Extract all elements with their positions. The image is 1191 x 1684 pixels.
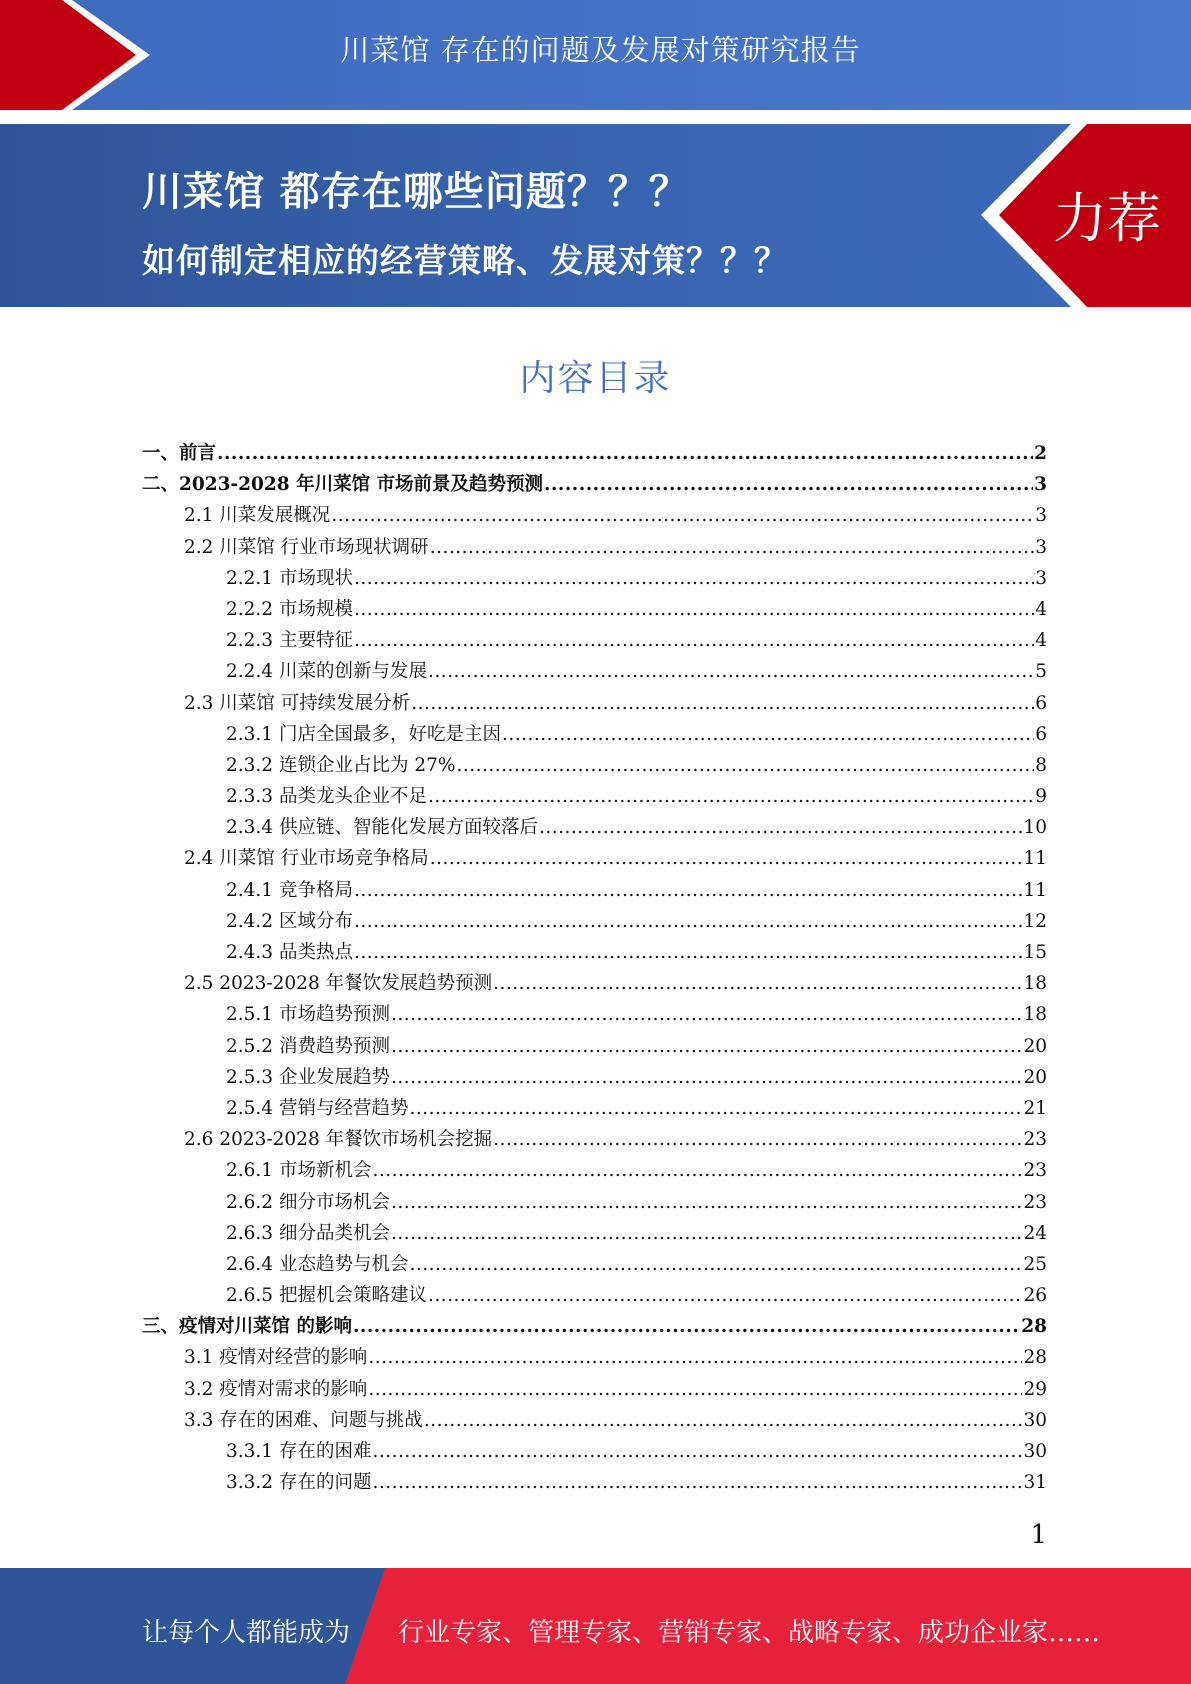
toc-leader-dots — [409, 1098, 1022, 1119]
toc-leader-dots — [217, 443, 1033, 464]
toc-entry-title: 2.6.2 细分市场机会 — [226, 1191, 390, 1213]
toc-entry[interactable] — [142, 751, 1047, 782]
toc-entry-title: 2.3 川菜馆 可持续发展分析 — [184, 692, 411, 714]
report-title: 川菜馆 存在的问题及发展对策研究报告 — [340, 33, 861, 67]
toc-entry[interactable] — [142, 720, 1047, 751]
toc-leader-dots — [391, 1036, 1022, 1057]
toc-entry[interactable] — [142, 1219, 1047, 1250]
toc-leader-dots — [372, 1160, 1022, 1181]
toc-entry-title: 2.5.3 企业发展趋势 — [226, 1066, 390, 1088]
toc-entry-page: 31 — [1023, 1472, 1047, 1494]
toc-entry-page: 23 — [1023, 1129, 1047, 1151]
toc-leader-dots — [430, 537, 1035, 558]
top-banner — [0, 0, 1191, 110]
toc-entry[interactable] — [142, 470, 1047, 501]
toc-entry-title: 2.5.2 消费趋势预测 — [226, 1035, 390, 1057]
toc-entry-page: 3 — [1035, 505, 1047, 527]
toc-entry[interactable] — [142, 1156, 1047, 1187]
toc-entry-page: 30 — [1023, 1409, 1047, 1431]
toc-entry[interactable] — [142, 844, 1047, 875]
toc-entry-page: 18 — [1023, 1004, 1047, 1026]
toc-entry-page: 23 — [1023, 1191, 1047, 1213]
toc-leader-dots — [428, 661, 1034, 682]
toc-entry-page: 6 — [1035, 692, 1047, 714]
hero-question-problems: 川菜馆 都存在哪些问题？？？ — [142, 169, 690, 215]
toc-entry[interactable] — [142, 907, 1047, 938]
toc-entry[interactable] — [142, 1375, 1047, 1406]
toc-entry-title: 一、前言 — [142, 443, 217, 464]
toc-entry[interactable] — [142, 813, 1047, 844]
toc-entry-title: 2.3.4 供应链、智能化发展方面较落后 — [226, 817, 538, 839]
toc-entry-title: 2.5.1 市场趋势预测 — [226, 1004, 390, 1026]
toc-leader-dots — [493, 1129, 1022, 1150]
toc-entry-page: 30 — [1023, 1441, 1047, 1462]
footer-slogan-left: 让每个人都能成为 — [142, 1618, 351, 1648]
toc-entry[interactable] — [142, 501, 1047, 532]
toc-leader-dots — [372, 1472, 1022, 1493]
toc-leader-dots — [353, 1316, 1020, 1337]
footer-slogan-right: 行业专家、管理专家、营销专家、战略专家、成功企业家…… — [398, 1618, 1101, 1648]
page-number: 1 — [1030, 1520, 1047, 1550]
toc-leader-dots — [502, 724, 1034, 745]
toc-entry[interactable] — [142, 533, 1047, 564]
toc-entry-title: 2.5 2023-2028 年餐饮发展趋势预测 — [184, 973, 493, 995]
toc-entry-page: 21 — [1023, 1097, 1047, 1119]
toc-leader-dots — [456, 755, 1034, 776]
toc-leader-dots — [354, 880, 1023, 901]
toc-entry-page: 11 — [1023, 879, 1047, 901]
toc-entry-title: 2.2.1 市场现状 — [226, 567, 353, 589]
toc-entry-title: 2.6.4 业态趋势与机会 — [226, 1253, 409, 1275]
toc-leader-dots — [368, 1347, 1022, 1368]
toc-heading: 内容目录 — [519, 358, 672, 399]
toc-entry[interactable] — [142, 938, 1047, 969]
toc-entry-page: 20 — [1023, 1035, 1047, 1057]
toc-entry-title: 2.4.2 区域分布 — [226, 910, 353, 932]
toc-leader-dots — [354, 911, 1023, 932]
toc-entry-page: 28 — [1021, 1316, 1047, 1338]
toc-entry-title: 3.3 存在的困难、问题与挑战 — [184, 1409, 423, 1431]
toc-entry-title: 2.3.2 连锁企业占比为 27% — [226, 754, 456, 776]
hero-question-strategy: 如何制定相应的经营策略、发展对策？？？ — [142, 241, 788, 280]
toc-entry-title: 2.6 2023-2028 年餐饮市场机会挖掘 — [184, 1129, 493, 1151]
toc-entry-title: 2.5.4 营销与经营趋势 — [226, 1097, 409, 1119]
toc-leader-dots — [391, 1004, 1022, 1025]
toc-entry-title: 2.2.3 主要特征 — [226, 630, 353, 652]
toc-leader-dots — [430, 848, 1023, 869]
toc-entry-page: 3 — [1035, 567, 1047, 589]
toc-leader-dots — [428, 1285, 1022, 1306]
toc-entry-title: 二、2023-2028 年川菜馆 市场前景及趋势预测 — [142, 474, 544, 496]
toc-leader-dots — [354, 599, 1034, 620]
divider — [0, 110, 1191, 124]
toc-entry-title: 2.3.3 品类龙头企业不足 — [226, 786, 427, 808]
toc-entry-title: 2.6.3 细分品类机会 — [226, 1222, 390, 1244]
toc-leader-dots — [424, 1410, 1023, 1431]
toc-entry[interactable] — [142, 1000, 1047, 1031]
toc-entry-page: 26 — [1023, 1285, 1047, 1307]
toc-leader-dots — [539, 817, 1022, 838]
toc-entry[interactable] — [142, 1094, 1047, 1125]
toc-entry[interactable] — [142, 782, 1047, 813]
toc-entry-page: 23 — [1023, 1160, 1047, 1182]
toc-entry[interactable] — [142, 1343, 1047, 1374]
toc-entry[interactable] — [142, 595, 1047, 626]
toc-entry-page: 3 — [1035, 536, 1047, 558]
toc-entry[interactable] — [142, 1125, 1047, 1156]
toc-entry-page: 29 — [1023, 1378, 1047, 1400]
toc-entry-title: 2.4.3 品类热点 — [226, 942, 353, 963]
toc-entry-page: 24 — [1023, 1222, 1047, 1244]
toc-leader-dots — [391, 1192, 1022, 1213]
toc-entry-title: 2.6.1 市场新机会 — [226, 1160, 372, 1182]
table-of-contents — [142, 439, 1047, 1499]
toc-leader-dots — [409, 1254, 1022, 1275]
toc-entry[interactable] — [142, 1250, 1047, 1281]
toc-entry-title: 三、疫情对川菜馆 的影响 — [142, 1316, 352, 1338]
toc-entry-page: 9 — [1035, 786, 1047, 808]
toc-entry-title: 2.3.1 门店全国最多，好吃是主因 — [226, 723, 501, 745]
toc-entry-title: 2.1 川菜发展概况 — [184, 505, 331, 527]
toc-entry-title: 3.3.1 存在的困难 — [226, 1441, 372, 1462]
toc-leader-dots — [544, 474, 1033, 495]
toc-entry-page: 3 — [1034, 474, 1047, 496]
toc-leader-dots — [411, 693, 1034, 714]
toc-entry-page: 11 — [1023, 848, 1047, 870]
toc-entry-page: 2 — [1034, 443, 1047, 464]
toc-entry[interactable] — [142, 689, 1047, 720]
toc-entry-page: 6 — [1035, 723, 1047, 745]
toc-entry-title: 2.2 川菜馆 行业市场现状调研 — [184, 536, 429, 558]
toc-entry-title: 2.2.4 川菜的创新与发展 — [226, 661, 427, 683]
toc-leader-dots — [354, 942, 1023, 963]
toc-leader-dots — [331, 505, 1034, 526]
toc-entry-title: 2.2.2 市场规模 — [226, 598, 353, 620]
toc-entry-title: 2.4 川菜馆 行业市场竞争格局 — [184, 848, 429, 870]
toc-leader-dots — [368, 1379, 1022, 1400]
toc-entry[interactable] — [142, 1063, 1047, 1094]
toc-entry-page: 8 — [1035, 754, 1047, 776]
toc-entry[interactable] — [142, 626, 1047, 657]
toc-leader-dots — [354, 630, 1034, 651]
toc-entry-page: 25 — [1023, 1253, 1047, 1275]
toc-entry-page: 10 — [1023, 817, 1047, 839]
recommend-badge: 力荐 — [1053, 187, 1161, 250]
toc-entry[interactable] — [142, 1312, 1047, 1343]
toc-entry-page: 18 — [1023, 973, 1047, 995]
toc-entry-title: 3.1 疫情对经营的影响 — [184, 1347, 368, 1369]
toc-entry[interactable] — [142, 876, 1047, 907]
toc-entry-page: 20 — [1023, 1066, 1047, 1088]
toc-entry[interactable] — [142, 969, 1047, 1000]
toc-entry[interactable] — [142, 439, 1047, 470]
toc-leader-dots — [493, 973, 1022, 994]
toc-entry-page: 12 — [1023, 910, 1047, 932]
toc-entry[interactable] — [142, 564, 1047, 595]
hero-banner — [0, 124, 1191, 307]
toc-entry[interactable] — [142, 1468, 1047, 1499]
toc-entry[interactable] — [142, 1188, 1047, 1219]
toc-entry[interactable] — [142, 1281, 1047, 1312]
toc-entry-title: 2.4.1 竞争格局 — [226, 879, 353, 901]
toc-entry-page: 5 — [1035, 661, 1047, 683]
toc-entry[interactable] — [142, 1437, 1047, 1468]
toc-leader-dots — [428, 786, 1034, 807]
toc-entry[interactable] — [142, 657, 1047, 688]
toc-leader-dots — [354, 568, 1034, 589]
footer-banner — [0, 1568, 1191, 1684]
toc-entry-page: 28 — [1023, 1347, 1047, 1369]
toc-entry[interactable] — [142, 1406, 1047, 1437]
toc-entry-page: 4 — [1035, 630, 1047, 652]
toc-entry-title: 3.2 疫情对需求的影响 — [184, 1378, 368, 1400]
toc-entry-page: 4 — [1035, 598, 1047, 620]
toc-leader-dots — [391, 1067, 1022, 1088]
toc-entry-title: 2.6.5 把握机会策略建议 — [226, 1285, 427, 1307]
toc-entry-title: 3.3.2 存在的问题 — [226, 1472, 372, 1494]
toc-leader-dots — [391, 1223, 1022, 1244]
toc-entry[interactable] — [142, 1032, 1047, 1063]
toc-entry-page: 15 — [1023, 942, 1047, 963]
toc-leader-dots — [372, 1441, 1022, 1462]
